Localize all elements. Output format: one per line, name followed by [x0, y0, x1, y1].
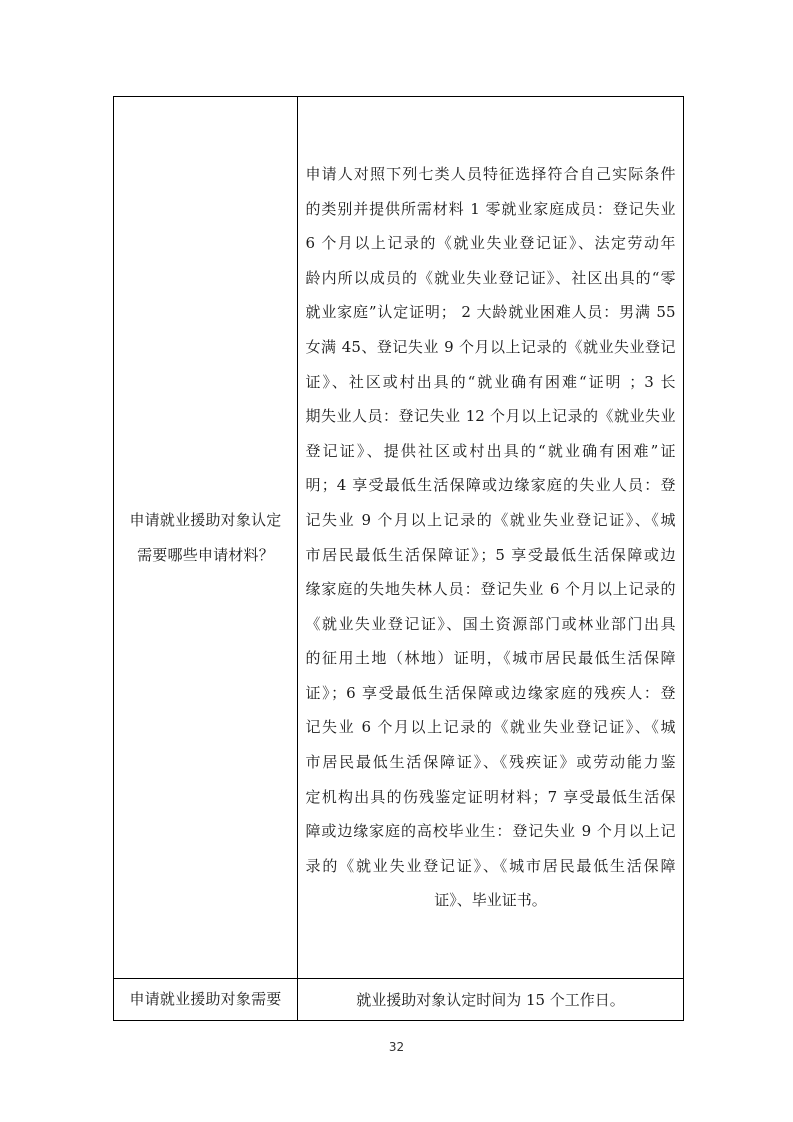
answer-line: 证》；6 享受最低生活保障或边缘家庭的残疾人：登 [305, 683, 676, 702]
answer-line: 证》、毕业证书。 [434, 891, 547, 910]
answer-line: 期失业人员：登记失业 12 个月以上记录的《就业失业 [305, 407, 676, 426]
page-number: 32 [388, 1040, 405, 1054]
answer-text [306, 157, 676, 918]
answer-line: 申请人对照下列七类人员特征选择符合自己实际条件 [305, 164, 676, 183]
answer-line: 记失业 9 个月以上记录的《就业失业登记证》、《城 [305, 510, 676, 529]
answer-line: 市居民最低生活保障证》；5 享受最低生活保障或边 [305, 545, 676, 564]
answer-line: 登记证》、提供社区或村出具的“就业确有困难”证 [305, 441, 676, 460]
answer-line: 录的《就业失业登记证》、《城市居民最低生活保障 [305, 856, 676, 875]
answer-line: 记失业 6 个月以上记录的《就业失业登记证》、《城 [305, 718, 676, 737]
answer-cell [298, 979, 684, 1021]
faq-table [113, 96, 684, 1021]
answer-line: 的类别并提供所需材料 1 零就业家庭成员：登记失业 [305, 199, 676, 218]
answer-line: 的征用土地（林地）证明，《城市居民最低生活保障 [305, 649, 676, 668]
answer-line: 缘家庭的失地失林人员：登记失业 6 个月以上记录的 [305, 580, 676, 599]
question-cell [114, 97, 298, 979]
answer-line: 就业家庭”认定证明； 2 大龄就业困难人员：男满 55 [305, 303, 676, 322]
question-text: 申请就业援助对象需要 [129, 990, 282, 1009]
question-line: 申请就业援助对象认定 [129, 510, 282, 529]
answer-line: 市居民最低生活保障证》、《残疾证》或劳动能力鉴 [305, 753, 676, 772]
answer-line: 证》、社区或村出具的“就业确有困难“证明 ；3 长 [305, 372, 676, 391]
answer-line: 定机构出具的伤残鉴定证明材料；7 享受最低生活保 [305, 787, 676, 806]
answer-line: 障或边缘家庭的高校毕业生：登记失业 9 个月以上记 [305, 822, 676, 841]
table-row [114, 97, 684, 979]
question-cell [114, 979, 298, 1021]
answer-line: 明；4 享受最低生活保障或边缘家庭的失业人员：登 [305, 476, 676, 495]
answer-line: 《就业失业登记证》、国土资源部门或林业部门出具 [305, 614, 676, 633]
answer-line: 6 个月以上记录的《就业失业登记证》、法定劳动年 [305, 234, 676, 253]
answer-cell [298, 97, 684, 979]
table-row [114, 979, 684, 1021]
question-text [114, 503, 297, 572]
question-line: 需要哪些申请材料？ [137, 545, 274, 564]
answer-text: 就业援助对象认定时间为 15 个工作日。 [356, 990, 625, 1009]
answer-line: 女满 45、登记失业 9 个月以上记录的《就业失业登记 [305, 337, 676, 356]
answer-line: 龄内所以成员的《就业失业登记证》、社区出具的“零 [305, 268, 676, 287]
